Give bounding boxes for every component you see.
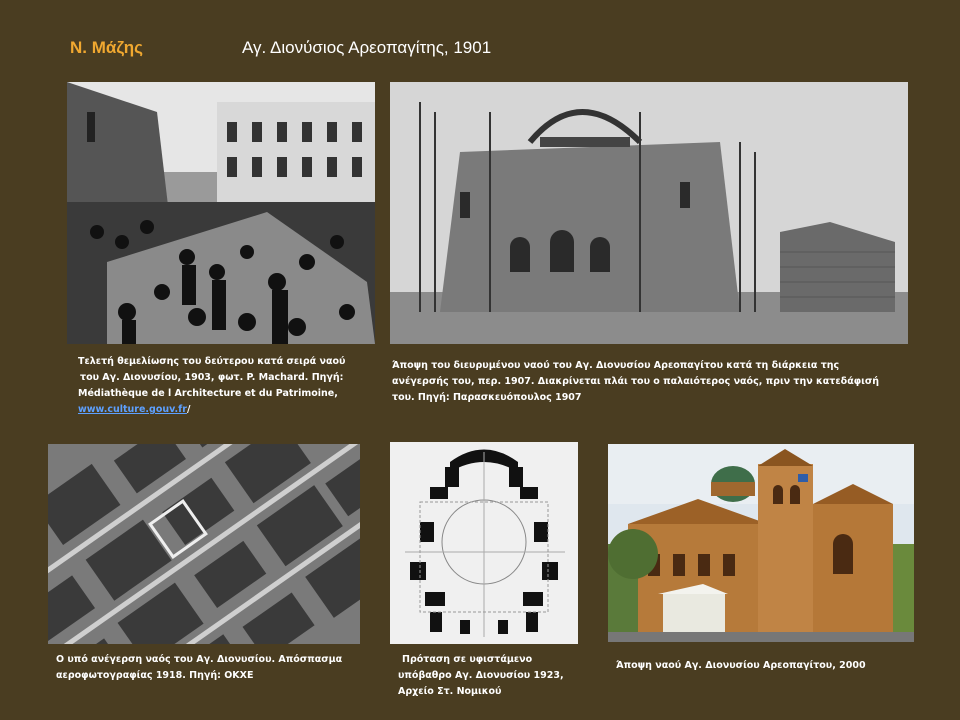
ceremony-photo	[67, 82, 375, 344]
caption-line: του. Πηγή: Παρασκευόπουλος 1907	[392, 392, 582, 403]
link-suffix: /	[186, 404, 191, 415]
caption-line: του Αγ. Διονυσίου, 1903, φωτ. P. Machard. Πηγή:	[80, 372, 344, 383]
caption-line: Άποψη ναού Αγ. Διονυσίου Αρεοπαγίτου, 2000	[616, 660, 866, 671]
modern-church-photo	[608, 444, 914, 642]
caption-line: Άποψη του διευρυμένου ναού του Αγ. Διονυσίου Αρεοπαγίτου κατά τη διάρκεια της	[392, 360, 840, 371]
ceremony-caption	[78, 354, 378, 418]
caption-line: ανέγερσής του, περ. 1907. Διακρίνεται πλάι του ο παλαιότερος ναός, πριν την κατεδάφισή	[392, 376, 880, 387]
aerial-photo	[48, 444, 360, 644]
caption-line: αεροφωτογραφίας 1918. Πηγή: ΟΚΧΕ	[56, 670, 254, 681]
caption-line: Médiathèque de l Architecture et du Patrimoine,	[78, 388, 338, 399]
slide-title: Αγ. Διονύσιος Αρεοπαγίτης, 1901	[242, 38, 492, 57]
construction-caption	[392, 358, 902, 406]
plan-drawing	[390, 442, 578, 644]
caption-line: υπόβαθρο Αγ. Διονυσίου 1923,	[398, 670, 564, 681]
source-link[interactable]: www.culture.gouv.fr	[78, 404, 187, 415]
modern-caption	[616, 658, 916, 674]
caption-line	[78, 402, 378, 418]
caption-line: Πρόταση σε υφιστάμενο	[402, 654, 533, 665]
author-name: Ν. Μάζης	[70, 38, 143, 57]
construction-photo	[390, 82, 908, 344]
plan-caption	[398, 652, 588, 700]
caption-line: Αρχείο Στ. Νομικού	[398, 686, 502, 697]
caption-line: Τελετή θεμελίωσης του δεύτερου κατά σειρά ναού	[78, 356, 346, 367]
caption-line: Ο υπό ανέγερση ναός του Αγ. Διονυσίου. Απόσπασμα	[56, 654, 343, 665]
aerial-caption	[56, 652, 376, 684]
